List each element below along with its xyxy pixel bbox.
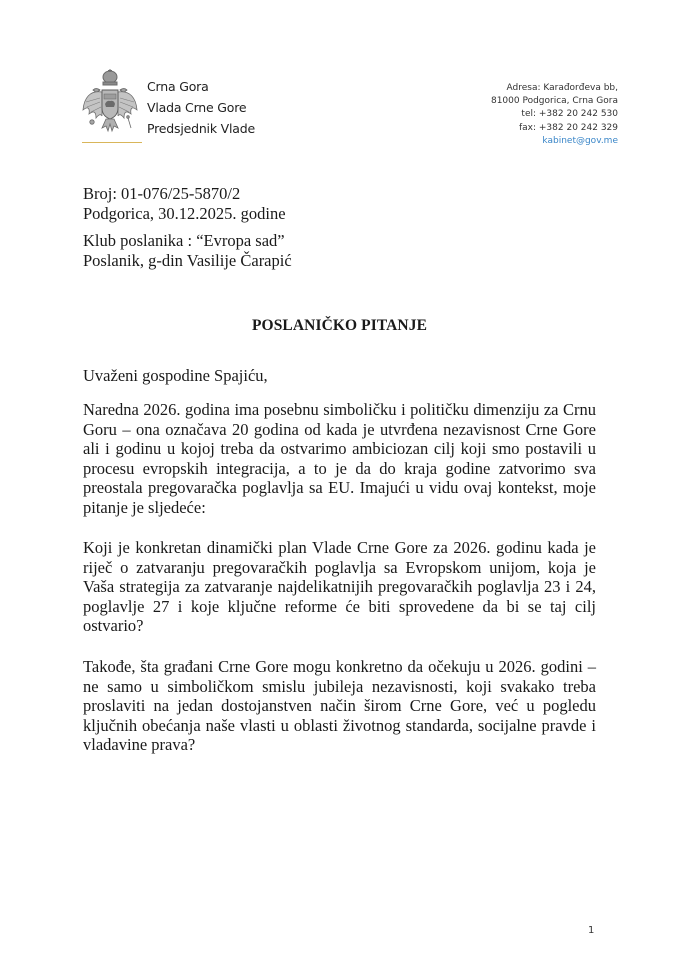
email-link[interactable]: kabinet@gov.me bbox=[542, 135, 618, 146]
reference-block bbox=[83, 184, 596, 223]
paragraph-context: Naredna 2026. godina ima posebnu simboličku i političku dimenziju za Crnu Goru – ona označava 20 godina od kada je utvrđena nezavisnost Crne Gore ali i godinu u kojoj treba da ostvarimo ambiciozan cilj koji smo postavili u procesu evropskih integracija, a to je da do kraja godine zatvorimo sva preostala pregovaračka poglavlja sa EU. Imajući u vidu ovaj kontekst, moje pitanje je sljedeće: bbox=[83, 400, 596, 517]
recipient-club: Klub poslanika : “Evropa sad” bbox=[83, 231, 285, 250]
montenegro-coat-of-arms-icon bbox=[80, 68, 140, 140]
document-title: POSLANIČKO PITANJE bbox=[251, 317, 428, 334]
letterhead-left bbox=[80, 68, 320, 148]
letterhead-divider bbox=[82, 142, 142, 143]
org-line-government: Vlada Crne Gore bbox=[147, 100, 247, 115]
address-line-1: Adresa: Karađorđeva bb, bbox=[506, 83, 618, 93]
reference-number: Broj: 01-076/25-5870/2 bbox=[83, 184, 241, 203]
org-line-country: Crna Gora bbox=[147, 79, 209, 94]
page-number: 1 bbox=[588, 925, 595, 936]
org-line-office: Predsjednik Vlade bbox=[147, 121, 255, 136]
contact-block bbox=[491, 82, 618, 148]
place-date: Podgorica, 30.12.2025. godine bbox=[83, 203, 286, 223]
address-line-2: 81000 Podgorica, Crna Gora bbox=[490, 96, 618, 107]
recipient-mp: Poslanik, g-din Vasilije Čarapić bbox=[83, 250, 292, 270]
paragraph-question: Koji je konkretan dinamički plan Vlade Crne Gore za 2026. godinu kada je riječ o zatvaranju pregovaračkih poglavlja sa Evropskom unijom, koja je Vaša strategija za zatvaranje najdelikatnijih pregovaračkih poglavlja 23 i 24, poglavlje 27 i koje ključne reforme će biti sprovedene da bi se taj cilj ostvario? bbox=[83, 538, 596, 636]
organization-name bbox=[147, 76, 255, 139]
salutation: Uvaženi gospodine Spajiću, bbox=[83, 366, 268, 385]
fax-number: fax: +382 20 242 329 bbox=[518, 122, 618, 133]
phone-number: tel: +382 20 242 530 bbox=[521, 109, 618, 120]
paragraph-followup: Takođe, šta građani Crne Gore mogu konkretno da očekuju u 2026. godini – ne samo u simboličkom smislu jubileja nezavisnosti, koji svakako treba proslaviti na jedan dostojanstven način širom Crne Gore, već u pogledu ključnih obećanja naše vlasti u oblasti životnog standarda, socijalne pravde i vladavine prava? bbox=[83, 657, 596, 755]
recipient-block bbox=[83, 231, 596, 270]
